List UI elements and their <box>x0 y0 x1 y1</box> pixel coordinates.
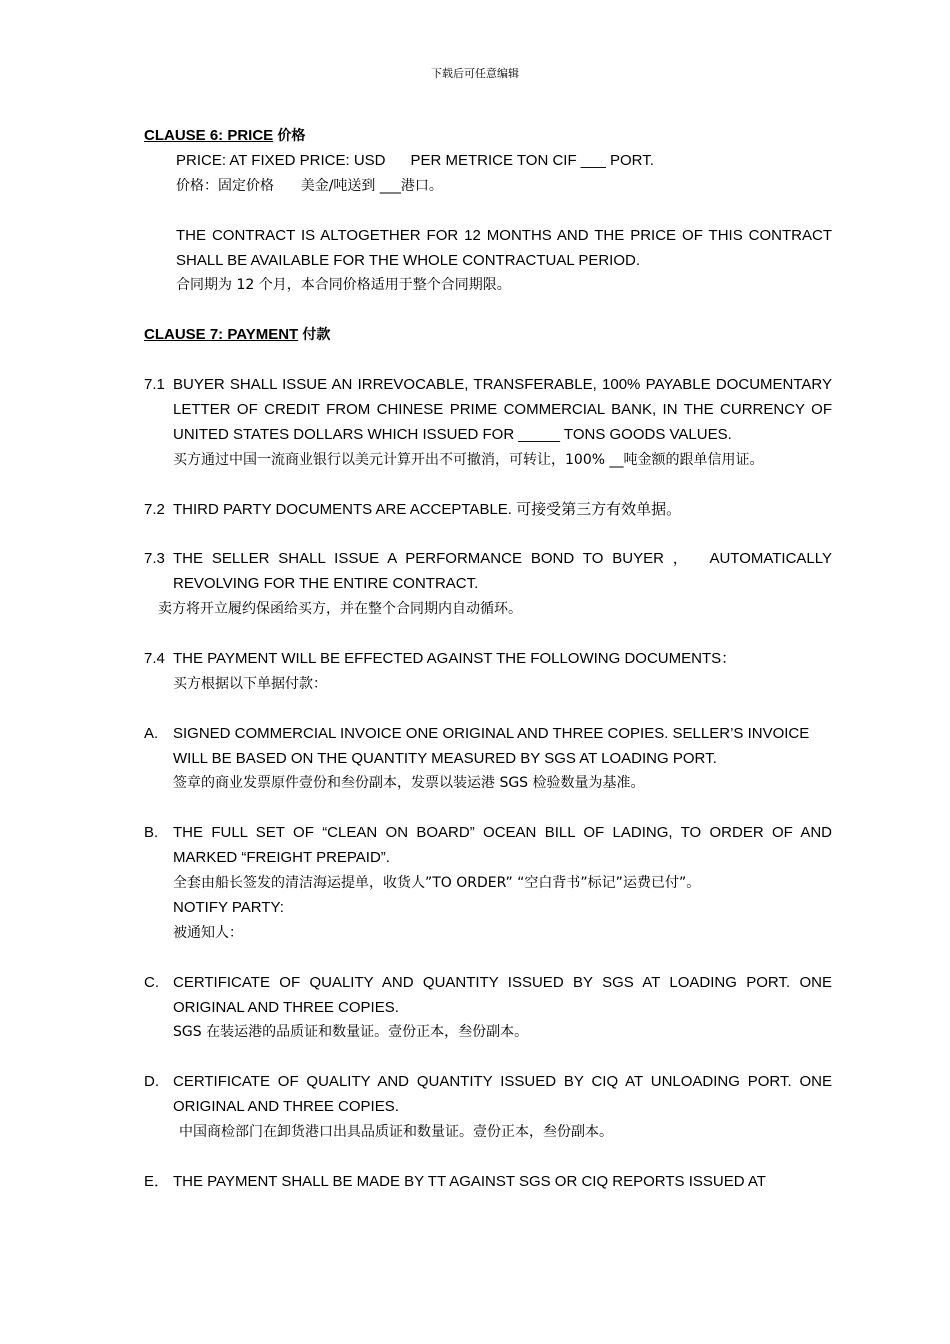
price-en: PRICE: AT FIXED PRICE: USD PER METRICE TON CIF ___ PORT. <box>176 151 654 169</box>
item-text-en: CERTIFICATE OF QUALITY AND QUANTITY ISSUED BY SGS AT LOADING PORT. ONE ORIGINAL AND THREE COPIES. <box>173 973 832 1016</box>
notify-party-en: NOTIFY PARTY: <box>173 898 284 916</box>
price-cn: 价格：固定价格 美金/吨送到 ___港口。 <box>176 177 443 194</box>
document-body <box>144 124 837 1195</box>
item-text-en: SIGNED COMMERCIAL INVOICE ONE ORIGINAL AND THREE COPIES. SELLER’S INVOICE WILL BE BASED ON THE QUANTITY MEASURED BY SGS AT LOADING PORT. <box>173 724 810 767</box>
document-item-c <box>144 971 832 1046</box>
item-text-cn: 买方根据以下单据付款： <box>173 675 327 692</box>
payment-item-7-3 <box>144 547 837 597</box>
item-text-en: CERTIFICATE OF QUALITY AND QUANTITY ISSUED BY CIQ AT UNLOADING PORT. ONE ORIGINAL AND THREE COPIES. <box>173 1073 832 1116</box>
clause-7-title-cn: 付款 <box>302 327 331 344</box>
item-text-cn: 全套由船长签发的清洁海运提单，收货人”TO ORDER” “空白背书”标记”运费已付”。 <box>173 875 701 892</box>
item-letter: B. <box>144 824 159 842</box>
item-text-en: THE SELLER SHALL ISSUE A PERFORMANCE BOND TO BUYER ， AUTOMATICALLY REVOLVING FOR THE ENTIRE CONTRACT. <box>173 550 837 593</box>
payment-item-7-1 <box>144 373 832 473</box>
contract-period-en: THE CONTRACT IS ALTOGETHER FOR 12 MONTHS AND THE PRICE OF THIS CONTRACT SHALL BE AVAILABLE FOR THE WHOLE CONTRACTUAL PERIOD. <box>176 226 832 269</box>
clause-6-title-en: CLAUSE 6: PRICE <box>144 127 274 144</box>
item-text-en: THE PAYMENT WILL BE EFFECTED AGAINST THE FOLLOWING DOCUMENTS： <box>173 649 737 667</box>
clause-6-title <box>144 124 832 149</box>
item-number: 7.3 <box>144 550 165 568</box>
payment-item-7-4 <box>144 647 832 697</box>
item-letter: A. <box>144 724 159 742</box>
payment-item-7-2 <box>144 498 832 523</box>
document-item-d <box>144 1070 832 1145</box>
item-text-en: THE PAYMENT SHALL BE MADE BY TT AGAINST SGS OR CIQ REPORTS ISSUED AT <box>173 1172 766 1190</box>
document-item-a <box>144 722 832 797</box>
performance-bond-cn: 卖方将开立履约保函给买方，并在整个合同期内自动循环。 <box>158 601 522 618</box>
document-item-b <box>144 821 832 946</box>
item-text-en: THIRD PARTY DOCUMENTS ARE ACCEPTABLE. 可接受第三方有效单据。 <box>173 500 682 518</box>
document-item-e <box>144 1170 832 1195</box>
notify-party-cn: 被通知人： <box>173 924 243 941</box>
item-letter: C. <box>144 973 159 991</box>
item-number: 7.2 <box>144 500 165 518</box>
item-text-en: BUYER SHALL ISSUE AN IRREVOCABLE, TRANSFERABLE, 100% PAYABLE DOCUMENTARY LETTER OF CREDIT FROM CHINESE PRIME COMMERCIAL BANK, IN THE CURRENCY OF UNITED STATES DOLLARS WHICH ISSUED FOR _____ TONS GOODS VALUES. <box>173 376 832 443</box>
item-text-cn: 买方通过中国一流商业银行以美元计算开出不可撤消，可转让，100% __吨金额的跟单信用证。 <box>173 451 764 468</box>
page-header: 下载后可任意编辑 <box>431 67 519 80</box>
item-letter: E． <box>144 1172 170 1190</box>
item-text-cn: 签章的商业发票原件壹份和叁份副本，发票以装运港 SGS 检验数量为基准。 <box>173 775 645 792</box>
item-text-cn: SGS 在装运港的品质证和数量证。壹份正本，叁份副本。 <box>173 1024 529 1041</box>
item-number: 7.4 <box>144 649 165 667</box>
contract-period-cn: 合同期为 12 个月，本合同价格适用于整个合同期限。 <box>176 277 511 294</box>
item-text-en: THE FULL SET OF “CLEAN ON BOARD” OCEAN BILL OF LADING, TO ORDER OF AND MARKED “FREIGHT PREPAID”. <box>173 824 832 867</box>
clause-6-title-cn: 价格 <box>277 128 306 144</box>
item-letter: D. <box>144 1073 159 1091</box>
clause-7-title-en: CLAUSE 7: PAYMENT <box>144 326 299 344</box>
item-text-cn: 中国商检部门在卸货港口出具品质证和数量证。壹份正本，叁份副本。 <box>179 1124 613 1141</box>
item-number: 7.1 <box>144 376 165 394</box>
clause-7-title <box>144 323 832 348</box>
